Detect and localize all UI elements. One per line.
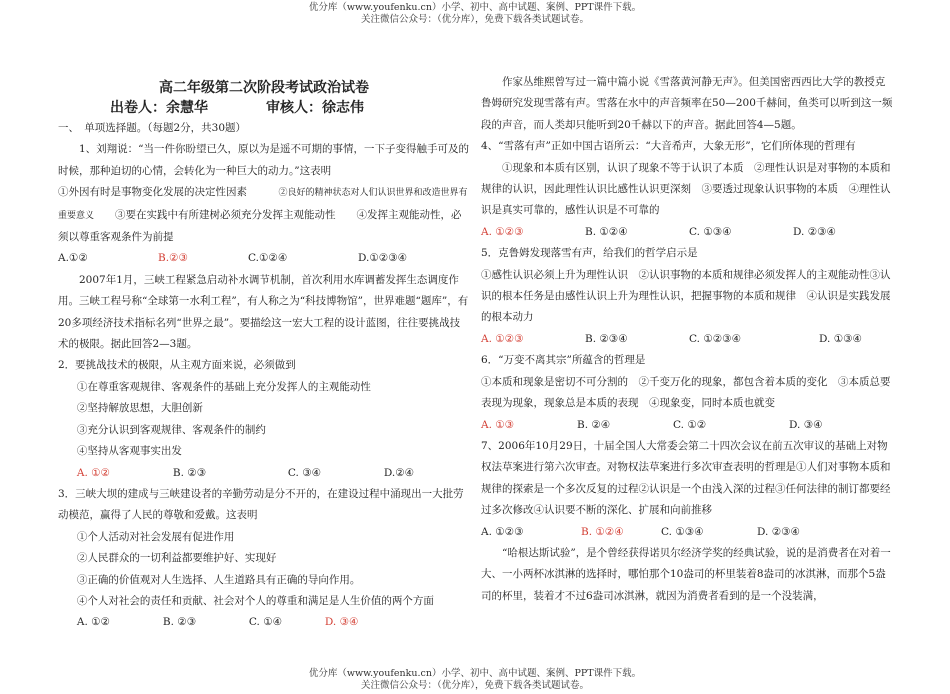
choice: C. ①③④ (689, 225, 732, 238)
choice: A. ①②③ (481, 525, 524, 538)
choice-answer: B.②③ (158, 252, 188, 265)
choice: D. ①③④ (819, 332, 862, 345)
material-passage: 2007年1月，三峡工程紧急启动补水调节机制，首次利用水库调蓄发挥生态调度作用。三峡工程号称“全球第一水利工程”，有人称之为“科技博物馆”，世界难题“题库”，有20多项经济技术指标名列“世界之最”。要描绘这一宏大工程的设计蓝图，往往要挑战技术的极限。据此回答2—3题。 (58, 273, 469, 351)
material-passage: 作家丛维熙曾写过一篇中篇小说《雪落黄河静无声》。但美国密西西比大学的教授克鲁姆研究发现雪落有声。雪落在水中的声音频率在50—200千赫间，鱼类可以听到这一频段的声音，而人类却只能听到20千赫以下的声音。据此回答4—5题。 (481, 76, 893, 131)
question-items: ①现象和本质有区别，认识了现象不等于认识了本质 ②理性认识是对事物的本质和规律的认识，因此理性认识比感性认识更深刻 ③要透过现象认识事物的本质 ④理性认识是真实可靠的，感性认识是不可靠的 (481, 161, 891, 217)
question-stem: 1、刘翔说：“当一件你盼望已久，原以为是遥不可期的事情，一下子变得触手可及的时候，那种迫切的心情，会转化为一种巨大的动力。”这表明 (58, 143, 470, 177)
choice-answer: A. ①②③ (481, 332, 524, 345)
question-item: ③正确的价值观对人生选择、人生道路具有正确的导向作用。 (76, 573, 361, 586)
choice: D. ②③④ (757, 525, 800, 538)
choices (58, 463, 470, 484)
choice: B. ②③ (172, 466, 207, 479)
question-6 (481, 350, 893, 436)
choice: B. ②③④ (585, 332, 628, 345)
question-4 (481, 136, 893, 243)
choice: D. ②③④ (793, 225, 836, 238)
choices (58, 612, 470, 633)
page-header (0, 2, 950, 26)
choice: B. ①②④ (585, 225, 628, 238)
question-1 (58, 139, 470, 269)
question-stem: 6．“万变不离其宗”所蕴含的哲理是 (481, 354, 646, 367)
right-column (481, 72, 893, 607)
item: ④发挥主观能动性，必须以尊重客观条件为前提 (58, 208, 462, 244)
question-3 (58, 484, 470, 634)
choice-answer: B. ①②④ (581, 525, 624, 538)
question-stem: 3．三峡大坝的建成与三峡建设者的辛勤劳动是分不开的，在建设过程中涌现出一大批劳动模范，赢得了人民的尊敬和爱戴。这表明 (58, 487, 464, 522)
question-7 (481, 436, 893, 543)
choice: D.②④ (383, 466, 415, 479)
item: ②良好的精神状态对人们认识世界和改造世界有重要意义 (58, 188, 468, 221)
choice: C. ①② (673, 418, 707, 431)
footer-line: 优分库（www.youfenku.cn）小学、初中、高中试题、案例、PPT课件下载。 (308, 668, 642, 679)
choice: C. ①④ (248, 616, 283, 629)
left-column (58, 72, 470, 634)
header-line: 优分库（www.youfenku.cn）小学、初中、高中试题、案例、PPT课件下载。 (308, 2, 642, 13)
footer-line: 关注微信公众号：（优分库），免费下载各类试题试卷。 (360, 680, 589, 691)
choice: C. ①③④ (661, 525, 704, 538)
choice-answer: A. ①② (76, 466, 110, 479)
choices (481, 522, 893, 543)
question-items: ①本质和现象是密切不可分割的 ②千变万化的现象，都包含着本质的变化 ③本质总要表现为现象，现象总是本质的表现 ④现象变，同时本质也就变 (481, 375, 891, 410)
question-items: ①感性认识必须上升为理性认识 ②认识事物的本质和规律必须发挥人的主观能动性③认识的根本任务是由感性认识上升为理性认识，把握事物的本质和规律 ④认识是实践发展的根本动力 (481, 268, 891, 324)
question-2 (58, 355, 470, 483)
choice: B. ②④ (577, 418, 611, 431)
item: ①外因有时是事物变化发展的决定性因素 (58, 186, 247, 199)
choice: C. ①②③④ (689, 332, 741, 345)
question-item: ②人民群众的一切利益都要维护好、实现好 (76, 552, 277, 565)
choices (58, 248, 470, 269)
question-items (58, 182, 470, 248)
choices (481, 329, 893, 350)
choice: C.①②④ (248, 252, 288, 265)
question-item: ③充分认识到客观规律、客观条件的制约 (76, 423, 266, 436)
choices (481, 222, 893, 243)
question-item: ②坚持解放思想，大胆创新 (76, 402, 203, 415)
section-heading: 一、 单项选择题。（每题2分，共30题） (58, 122, 247, 134)
question-stem: 2．要挑战技术的极限，从主观方面来说，必须做到 (58, 359, 296, 372)
choice-answer: A. ①③ (481, 418, 515, 431)
question-item: ④坚持从客观事实出发 (76, 445, 182, 458)
choice-answer: A. ①②③ (481, 225, 524, 238)
question-item: ①个人活动对社会发展有促进作用 (76, 530, 235, 543)
setter: 出卷人：余慧华 (110, 100, 208, 116)
header-line: 关注微信公众号：（优分库），免费下载各类试题试卷。 (360, 14, 589, 25)
reviewer: 审核人：徐志伟 (266, 100, 364, 116)
exam-title: 高二年级第二次阶段考试政治试卷 (159, 80, 369, 96)
choice: A. ①② (76, 616, 110, 629)
choice: A.①② (58, 252, 88, 265)
question-stem: 7、2006年10月29日，十届全国人大常委会第二十四次会议在前五次审议的基础上对物权法草案进行第六次审查。对物权法草案进行多次审查表明的哲理是①人们对事物本质和规律的探索是一个多次反复的过程②认识是一个由浅入深的过程③任何法律的制订都要经过多次修改④认识要不断的深化、扩展和向前推移 (481, 439, 891, 517)
authors-line (58, 98, 470, 118)
choice: D.①②③④ (358, 252, 408, 265)
choices (481, 415, 893, 436)
choice: B. ②③ (162, 616, 197, 629)
question-5 (481, 243, 893, 350)
choice-answer: D. ③④ (324, 616, 359, 629)
question-stem: 5．克鲁姆发现落雪有声，给我们的哲学启示是 (481, 247, 698, 260)
question-item: ④个人对社会的责任和贡献、社会对个人的尊重和满足是人生价值的两个方面 (76, 594, 434, 607)
choice: C. ③④ (287, 466, 322, 479)
choice: D. ③④ (789, 418, 823, 431)
item: ③要在实践中有所建树必须充分发挥主观能动性 (115, 208, 336, 221)
material-passage: “哈根达斯试验”，是个曾经获得诺贝尔经济学奖的经典试验，说的是消费者在对着一大、一小两杯冰淇淋的选择时，哪怕那个10盎司的杯里装着8盎司的冰淇淋，而那个5盎司的杯里，装着才不过6盎司冰淇淋，就因为消费者看到的是一个没装满， (481, 546, 891, 602)
question-item: ①在尊重客观规律、客观条件的基础上充分发挥人的主观能动性 (76, 380, 371, 393)
page-footer (0, 668, 950, 692)
question-stem: 4、“雪落有声”正如中国古语所云：“大音希声，大象无形”，它们所体现的哲理有 (481, 140, 856, 153)
